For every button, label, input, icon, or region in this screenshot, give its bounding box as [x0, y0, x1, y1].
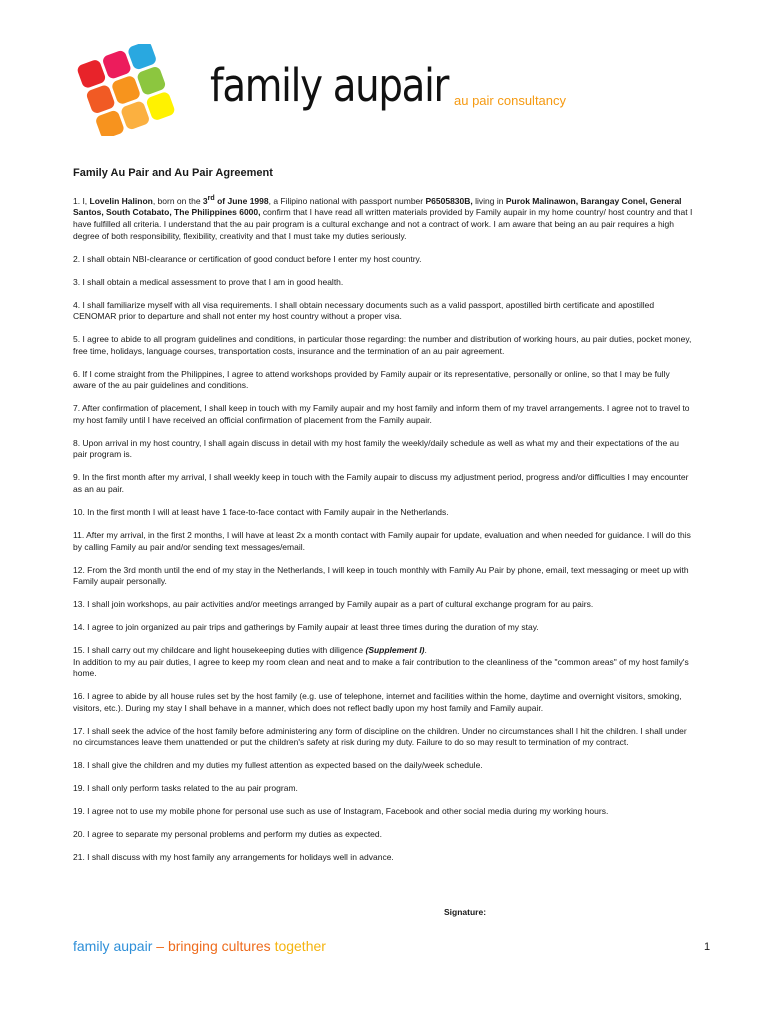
- clause-12: 12. From the 3rd month until the end of my stay in the Netherlands, I will keep in touch monthly with Family Au Pair by phone, email, text messaging or meet up with Family aupair personally.: [73, 564, 689, 587]
- clause-21: 21. I shall discuss with my host family any arrangements for holidays well in advance.: [73, 852, 394, 863]
- document-title: Family Au Pair and Au Pair Agreement: [73, 167, 273, 179]
- clause-15: 15. I shall carry out my childcare and light housekeeping duties with diligence (Supplement I). In addition to my au pair duties, I agree to keep my room clean and neat and to make a fair contribution to the cleanliness of the "common areas" of my host family's home.: [73, 645, 689, 679]
- footer-slogan: family aupair – bringing cultures together: [73, 938, 326, 954]
- clause-7: 7. After confirmation of placement, I shall keep in touch with my Family aupair and my host family and inform them of my travel arrangements. I agree not to travel to my host family until I have received an official confirmation of placement from the Family aupair.: [73, 403, 690, 425]
- clause-10: 10. In the first month I will at least have 1 face-to-face contact with Family aupair in the Netherlands.: [73, 507, 449, 518]
- clause-8: 8. Upon arrival in my host country, I shall again discuss in detail with my host family the weekly/daily schedule as well as what my and their expectations of the au pair program is.: [73, 437, 679, 460]
- clause-20: 20. I agree to separate my personal problems and perform my duties as expected.: [73, 829, 382, 840]
- supplement-reference: (Supplement I): [365, 645, 425, 656]
- passport-number: P6505830B,: [425, 195, 473, 206]
- clause-16: 16. I agree to abide by all house rules set by the host family (e.g. use of telephone, internet and facilities within the home, daytime and overnight visitors, smoking, visitors, etc.). During my stay I shall behave in a manner, which does not reflect badly upon my host family and Family aupair.: [73, 691, 682, 713]
- clause-4: 4. I shall familiarize myself with all visa requirements. I shall obtain necessary documents such as a valid passport, apostilled birth certificate and apostilled CENOMAR prior to departure and shall not enter my host country without a proper visa.: [73, 299, 655, 322]
- clause-9: 9. In the first month after my arrival, I shall weekly keep in touch with the Family aupair to discuss my adjustment period, progress and/or difficulties I may encounter as an au pair.: [73, 472, 689, 495]
- clause-11: 11. After my arrival, in the first 2 months, I will have at least 2x a month contact with Family aupair for update, evaluation and when needed for guidance. I will do this by calling Family au pair and/or sending text messages/email.: [73, 530, 691, 552]
- clause-17: 17. I shall seek the advice of the host family before administering any form of discipline on the children. Under no circumstances shall I hit the children. I shall under no circumstances leave them unattended or put the children's safety at risk during my duty. Failure to do so may result to termination of my contract.: [73, 725, 687, 748]
- clause-5: 5. I agree to abide to all program guidelines and conditions, in particular those regarding: the number and distribution of working hours, au pair duties, pocket money, free time, holidays, language courses, transportation costs, insurance and the termination of an au pair agreement.: [73, 334, 692, 356]
- clause-2: 2. I shall obtain NBI-clearance or certification of good conduct before I enter my host country.: [73, 253, 422, 264]
- page-number: 1: [704, 941, 711, 953]
- clause-19b: 19. I agree not to use my mobile phone for personal use such as use of Instagram, Facebook and other social media during my working hours.: [73, 806, 609, 817]
- clause-6: 6. If I come straight from the Philippines, I agree to attend workshops provided by Family aupair or its representative, personally or online, so that I may be fully aware of the au pair guidelines and conditions.: [73, 368, 670, 391]
- clause-3: 3. I shall obtain a medical assessment to prove that I am in good health.: [73, 276, 344, 287]
- clause-18: 18. I shall give the children and my duties my fullest attention as expected based on the daily/week schedule.: [73, 760, 483, 771]
- clause-14: 14. I agree to join organized au pair trips and gatherings by Family aupair at least three times during the duration of my stay.: [73, 622, 539, 633]
- brand-tagline: au pair consultancy: [454, 93, 567, 108]
- clause-13: 13. I shall join workshops, au pair activities and/or meetings arranged by Family aupair as a part of cultural exchange program for au pairs.: [73, 599, 594, 610]
- agreement-body: [73, 167, 695, 875]
- clause-19: 19. I shall only perform tasks related to the au pair program.: [73, 783, 298, 794]
- brand-name: family aupair: [210, 59, 449, 112]
- family-aupair-logo-icon: [74, 44, 178, 136]
- date-of-birth: 3rd of June 1998: [202, 194, 269, 206]
- signature-label: Signature:: [444, 907, 487, 917]
- au-pair-name: Lovelin Halinon: [89, 195, 153, 206]
- clause-1: 1. I, Lovelin Halinon, born on the 3rd of June 1998, a Filipino national with passport number P6505830B, living in Purok Malinawon, Barangay Conel, General Santos, South Cotabato, The Philippines 6000, confirm that I have read all written materials provided by Family aupair in my home country/ host country and that I have fulfilled all criteria. I understand that the au pair program is a cultural exchange and not a contract of work. I am aware that being an au pair requires a high degree of both responsibility, flexibility, creativity and that I must take my duties seriously.: [73, 194, 693, 241]
- home-address: Purok Malinawon, Barangay Conel, General Santos, South Cotabato, The Philippines 6000,: [73, 195, 682, 218]
